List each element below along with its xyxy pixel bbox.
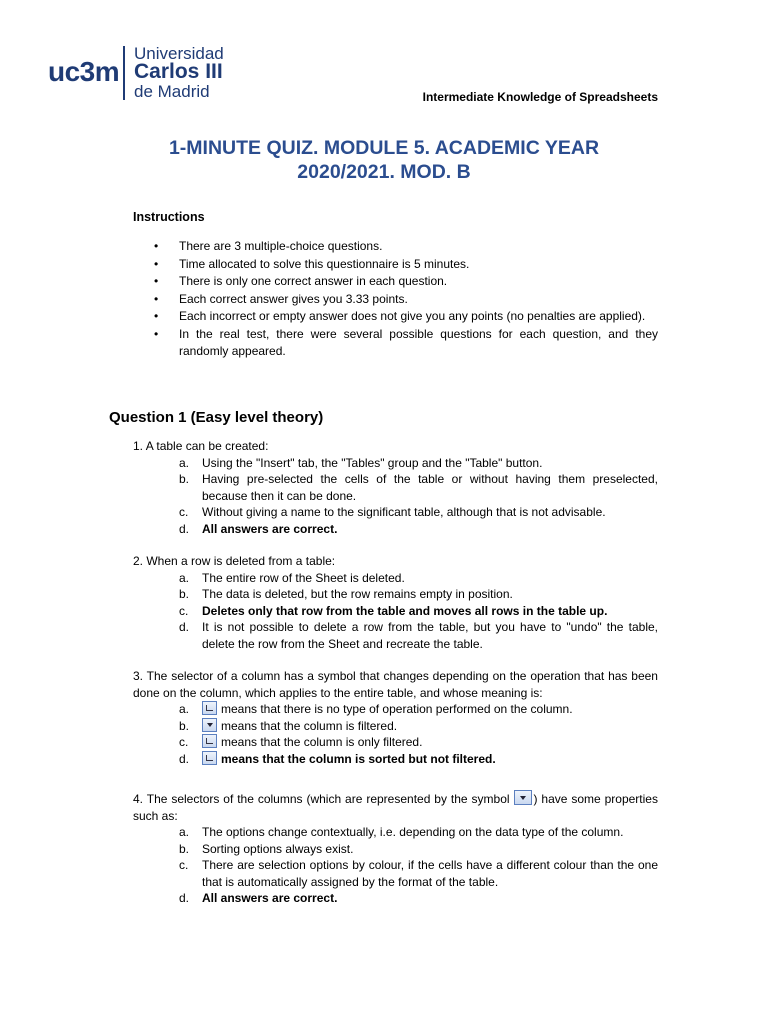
answer-option: a. Using the "Insert" tab, the "Tables" group and the "Table" button. xyxy=(179,455,543,470)
answer-option: b. means that the column is filtered. xyxy=(179,718,398,733)
question-heading: Question 1 (Easy level theory) xyxy=(109,409,324,426)
instruction-item: • Time allocated to solve this questionnaire is 5 minutes. xyxy=(154,256,470,271)
question-stem: The selector of a column has a symbol that changes depending on the operation that has been done on the column, which applies to the entire table, and whose meaning is: xyxy=(133,669,658,700)
column-selector-icon xyxy=(514,790,532,805)
instruction-item: • Each incorrect or empty answer does not give you any points (no penalties are applied). xyxy=(154,309,646,323)
answer-option: b. The data is deleted, but the row remains empty in position. xyxy=(179,587,513,601)
question-stem: When a row is deleted from a table: xyxy=(146,554,336,568)
page-title xyxy=(0,136,768,184)
logo-line-3: de Madrid xyxy=(134,82,210,101)
answer-option: d. It is not possible to delete a row from the table, but you have to "undo" the table, delete the row from the Sheet and recreate the table. xyxy=(179,620,658,651)
dropdown-arrow-icon xyxy=(202,718,217,732)
logo-line-2: Carlos III xyxy=(134,60,223,83)
answer-option: a. The options change contextually, i.e. depending on the data type of the column. xyxy=(179,825,624,839)
question-3: 3. The selector of a column has a symbol that changes depending on the operation that has been done on the column, which applies to the entire table, and whose meaning is: a. means that there is no type of operation performed on the column. b. means that the column is filtered. c. means that the column is only filtered. d. means that the column is sorted but not filtered. xyxy=(133,669,658,766)
instruction-item: • There are 3 multiple-choice questions. xyxy=(154,239,383,253)
instruction-item: • In the real test, there were several possible questions for each question, and they randomly appeared. xyxy=(154,326,658,358)
answer-option: c. There are selection options by colour, if the cells have a different colour than the one that is automatically assigned by the format of the table. xyxy=(179,858,658,889)
logo-line-1: Universidad xyxy=(134,44,224,63)
sort-ascending-icon xyxy=(202,751,217,765)
title-line-1: 1-MINUTE QUIZ. MODULE 5. ACADEMIC YEAR xyxy=(168,137,600,159)
answer-option: a. means that there is no type of operation performed on the column. xyxy=(179,702,573,716)
instruction-item: • Each correct answer gives you 3.33 points. xyxy=(154,291,408,306)
question-2: 2. When a row is deleted from a table: a. The entire row of the Sheet is deleted. b. The data is deleted, but the row remains empty in position. c. Deletes only that row from the table and moves all rows in the table up. d. It is not possible to delete a row from the table, but you have to "undo" the table, delete the row from the Sheet and recreate the table. xyxy=(133,554,658,651)
question-stem: The selectors of the columns (which are represented by the symbol ) have some properties such as: xyxy=(133,792,658,823)
answer-option-correct: d. means that the column is sorted but not filtered. xyxy=(179,751,496,766)
question-stem: A table can be created: xyxy=(145,439,269,453)
answer-option-correct: d. All answers are correct. xyxy=(179,521,338,536)
course-name: Intermediate Knowledge of Spreadsheets xyxy=(422,90,658,104)
answer-option-correct: d. All answers are correct. xyxy=(179,891,338,905)
logo-divider xyxy=(123,46,125,100)
answer-option: b. Having pre-selected the cells of the table or without having them preselected, because then it can be done. xyxy=(179,472,658,503)
title-line-2: 2020/2021. MOD. B xyxy=(297,161,471,183)
answer-option-correct: c. Deletes only that row from the table and moves all rows in the table up. xyxy=(179,603,608,618)
answer-option: c. Without giving a name to the significant table, although that is not advisable. xyxy=(179,505,606,519)
logo-mark: uc3m xyxy=(48,56,120,87)
question-1: 1. A table can be created: a. Using the "Insert" tab, the "Tables" group and the "Table" button. b. Having pre-selected the cells of the table or without having them preselected, because then it can be done. c. Without giving a name to the significant table, although that is not advisable. d. All answers are correct. xyxy=(133,439,658,536)
question-4: 4. The selectors of the columns (which are represented by the symbol ) have some properties such as: a. The options change contextually, i.e. depending on the data type of the column. b. Sorting options always exist. c. There are selection options by colour, if the cells have a different colour than the one that is automatically assigned by the format of the table. d. All answers are correct. xyxy=(133,792,658,905)
sort-icon xyxy=(202,701,217,715)
filter-icon xyxy=(202,734,217,748)
instructions-heading: Instructions xyxy=(133,210,205,224)
answer-option: c. means that the column is only filtered. xyxy=(179,735,423,749)
instructions-list xyxy=(152,238,658,361)
instruction-item: • There is only one correct answer in each question. xyxy=(154,274,448,288)
answer-option: a. The entire row of the Sheet is deleted. xyxy=(179,570,405,585)
answer-option: b. Sorting options always exist. xyxy=(179,841,354,856)
